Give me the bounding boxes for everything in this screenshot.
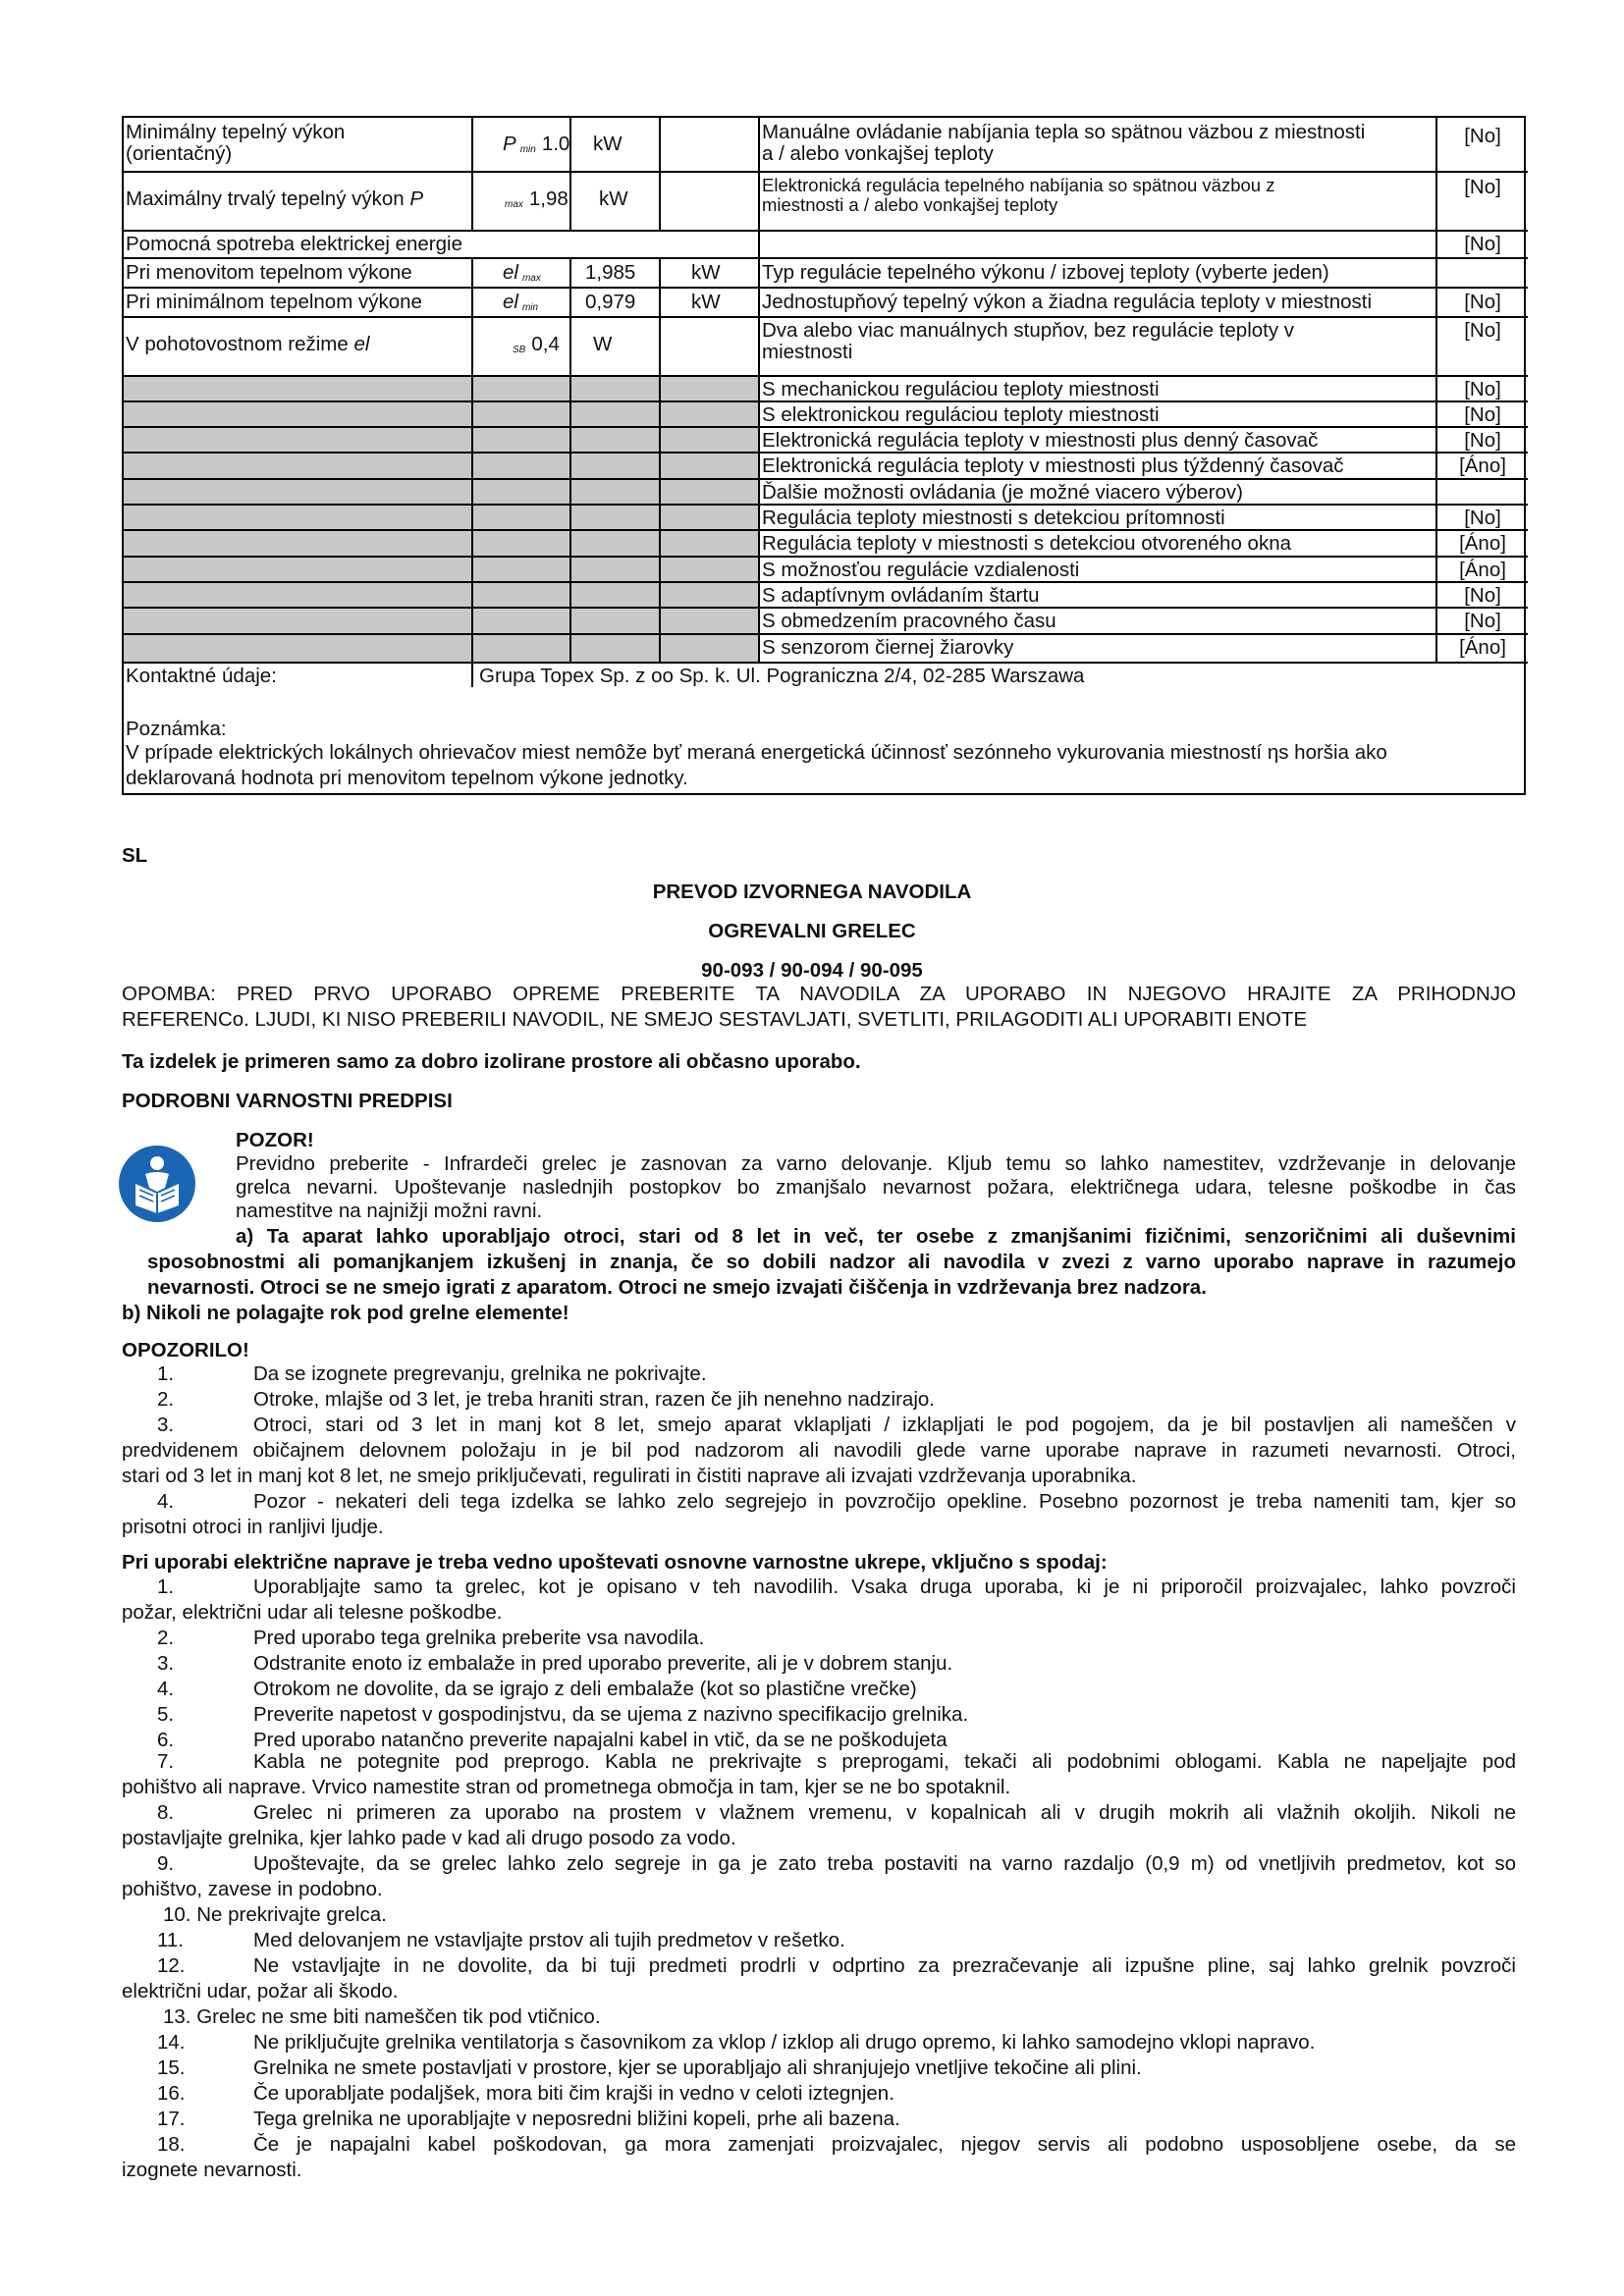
item-number: 6.	[157, 1729, 175, 1751]
pozor-text: Previdno preberite - Infrardeči grelec je zasnovan za varno delovanje. Kljub temu so lahko namestitev, vzdrževanje in delovanje	[236, 1152, 1516, 1175]
item-text: pohištvo ali naprave. Vrvico namestite stran od prometnega območja in tam, kjer se ne bo spotaknil.	[122, 1776, 1011, 1798]
item-number: 1.	[157, 1575, 175, 1598]
basic-precautions-heading: Pri uporabi električne naprave je treba vedno upoštevati osnovne varnostne ukrepe, vključno s spodaj:	[122, 1551, 1108, 1574]
option-value: [No]	[1464, 378, 1501, 400]
item-number: 4.	[157, 1678, 175, 1700]
model-numbers: 90-093 / 90-094 / 90-095	[701, 959, 923, 982]
value-el-max: 1,985	[585, 261, 636, 284]
item-text: Grelec ni primeren za uporabo na prostem v vlažnem vremenu, v kopalnicah ali v drugih mokrih ali vlažnih okoljih. Nikoli ne	[253, 1801, 1516, 1824]
item-text: Če uporabljate podaljšek, mora biti čim krajši in vedno v celoti iztegnjen.	[253, 2082, 894, 2105]
warning-number: 1.	[157, 1362, 175, 1385]
value-el-sb: SB 0,4	[513, 333, 560, 355]
label-min-output: Pri minimálnom tepelnom výkone	[126, 291, 422, 313]
item-number: 15.	[157, 2056, 186, 2079]
item-text: izognete nevarnosti.	[122, 2159, 302, 2181]
unit-p-max: kW	[599, 187, 628, 210]
b-paragraph: b) Nikoli ne polagajte rok pod grelne elemente!	[122, 1302, 569, 1324]
warning-text: Pozor - nekateri deli tega izdelka se lahko zelo segrejejo in povzročijo opekline. Posebno pozornost je treba nameniti tam, kjer so	[253, 1490, 1516, 1513]
option-label: S mechanickou reguláciou teploty miestnosti	[762, 378, 1160, 400]
symbol-p-min: Pmin 1.0	[503, 133, 570, 155]
unit-el-max: kW	[691, 261, 721, 284]
option-value: [No]	[1464, 584, 1501, 607]
option-value: [Áno]	[1459, 454, 1506, 477]
option-label: S elektronickou reguláciou teploty miestnosti	[762, 403, 1160, 426]
item-number: 9.	[157, 1852, 175, 1875]
item-text: Preverite napetost v gospodinjstvu, da se ujema z nazivno specifikacijo grelnika.	[253, 1703, 969, 1726]
item-text: Grelnika ne smete postavljati v prostore, kjer se uporabljajo ali shranjujejo vnetljive tekočine ali plini.	[253, 2056, 1142, 2079]
warning-number: 2.	[157, 1388, 175, 1411]
option-value: [Áno]	[1459, 559, 1506, 581]
option-label: S adaptívnym ovládaním štartu	[762, 584, 1040, 607]
right-electronic-charge: Elektronická regulácia tepelného nabíjania so spätnou väzbou z miestnosti a / alebo vonkajšej teploty	[762, 175, 1275, 215]
item-number: 16.	[157, 2082, 186, 2105]
option-value: [No]	[1464, 610, 1501, 632]
value-electronic-charge: [No]	[1464, 176, 1501, 198]
note-text: deklarovaná hodnota pri menovitom tepelnom výkone jednotky.	[126, 767, 688, 789]
read-manual-icon	[118, 1145, 196, 1223]
note-text: V prípade elektrických lokálnych ohrievačov miest nemôže byť meraná energetická účinnosť sezónneho vykurovania miestností ηs horšia ako	[126, 741, 1387, 764]
pozor-heading: POZOR!	[236, 1129, 314, 1151]
spec-table	[122, 116, 1526, 795]
pozor-text: grelca nevarni. Upoštevanje naslednjih postopkov bo zmanjšalo nevarnost požara, električnega udara, telesne poškodbe in čas	[236, 1176, 1516, 1199]
item-number: 3.	[157, 1652, 175, 1675]
warning-text: stari od 3 let in manj kot 8 let, ne smejo priključevati, regulirati in čistiti naprave ali izvajati vzdrževanja uporabnika.	[122, 1465, 1137, 1487]
option-label: Elektronická regulácia teploty v miestnosti plus denný časovač	[762, 429, 1319, 452]
value-manual-stages: [No]	[1464, 319, 1501, 342]
item-text: pohištvo, zavese in podobno.	[122, 1878, 383, 1900]
item-text: Pred uporabo natančno preverite napajalni kabel in vtič, da se ne poškodujeta	[253, 1729, 947, 1751]
item-text: 13. Grelec ne sme biti nameščen tik pod vtičnico.	[163, 2005, 601, 2028]
item-text: Ne priključujte grelnika ventilatorja s časovnikom za vklop / izklop ali drugo opremo, ki lahko samodejno vklopi napravo.	[253, 2031, 1316, 2054]
warning-text: prisotni otroci in ranljivi ljudje.	[122, 1516, 384, 1538]
option-label: Regulácia teploty miestnosti s detekciou prítomnosti	[762, 507, 1225, 529]
label-max-heat-output: Maximálny trvalý tepelný výkon P	[126, 187, 424, 210]
item-text: postavljajte grelnika, kjer lahko pade v kad ali drugo posodo za vodo.	[122, 1827, 736, 1849]
item-text: električni udar, požar ali škodo.	[122, 1980, 399, 2002]
value-single-stage: [No]	[1464, 291, 1501, 313]
item-text: Uporabljajte samo ta grelec, kot je opisano v teh navodilih. Vsaka druga uporaba, ki je ni priporočil proizvajalec, lahko povzroči	[253, 1575, 1516, 1598]
item-number: 11.	[157, 1929, 184, 1951]
warning-text: Otroci, stari od 3 let in manj kot 8 let, smejo aparat vklapljati / izklapljati le pod pogojem, da je bil postavljen ali nameščen v	[253, 1414, 1516, 1436]
option-value: [Áno]	[1459, 532, 1506, 555]
item-number: 5.	[157, 1703, 175, 1726]
label-nominal-output: Pri menovitom tepelnom výkone	[126, 261, 412, 284]
option-value: [Áno]	[1459, 636, 1506, 659]
option-label: Ďalšie možnosti ovládania (je možné viacero výberov)	[762, 481, 1243, 504]
a-paragraph: a) Ta aparat lahko uporabljajo otroci, stari od 8 let in več, ter osebe z zmanjšanimi fizičnimi, senzoričnimi ali duševnimi	[236, 1225, 1516, 1248]
item-text: Kabla ne potegnite pod preprogo. Kabla ne prekrivajte s preprogami, tekači ali podobnimi oblogami. Kabla ne napeljajte pod	[253, 1750, 1516, 1773]
doc-title: PREVOD IZVORNEGA NAVODILA	[652, 881, 972, 903]
label-min-heat-output: Minimálny tepelný výkon (orientačný)	[126, 121, 346, 165]
item-text: Pred uporabo tega grelnika preberite vsa navodila.	[253, 1627, 705, 1649]
option-label: Elektronická regulácia teploty v miestnosti plus týždenný časovač	[762, 454, 1344, 477]
right-manual-stages: Dva alebo viac manuálnych stupňov, bez regulácie teploty v miestnosti	[762, 319, 1295, 363]
note-label: Poznámka:	[126, 718, 227, 740]
right-control-type: Typ regulácie tepelného výkonu / izbovej teploty (vyberte jeden)	[762, 261, 1329, 284]
option-label: S obmedzením pracovného času	[762, 610, 1056, 632]
safety-heading: PODROBNI VARNOSTNI PREDPISI	[122, 1090, 453, 1112]
item-text: požar, električni udar ali telesne poškodbe.	[122, 1601, 503, 1624]
a-paragraph: nevarnosti. Otroci se ne smejo igrati z aparatom. Otroci ne smejo izvajati čiščenja in vzdrževanja brez nadzora.	[147, 1276, 1207, 1299]
value-manual-charge: [No]	[1464, 125, 1501, 147]
symbol-el-min: el min	[503, 291, 539, 313]
option-label: S možnosťou regulácie vzdialenosti	[762, 559, 1080, 581]
warning-text: Da se izognete pregrevanju, grelnika ne pokrivajte.	[253, 1362, 707, 1385]
item-number: 8.	[157, 1801, 175, 1824]
item-text: Če je napajalni kabel poškodovan, ga mora zamenjati proizvajalec, njegov servis ali podobno usposobljene osebe, da se	[253, 2133, 1516, 2156]
opozorilo-heading: OPOZORILO!	[122, 1339, 249, 1362]
aux-consumption-value: [No]	[1464, 233, 1501, 255]
opomba-line: REFERENCo. LJUDI, KI NISO PREBERILI NAVODIL, NE SMEJO SESTAVLJATI, SVETLITI, PRILAGODITI ALI UPORABITI ENOTE	[122, 1008, 1308, 1031]
contact-value: Grupa Topex Sp. z oo Sp. k. Ul. Pograniczna 2/4, 02-285 Warszawa	[479, 665, 1085, 687]
warning-text: predvidenem običajnem delovnem položaju in je bil pod nadzorom ali navodili glede varne uporabe naprave in razumeti nevarnosti. Otroci,	[122, 1439, 1516, 1462]
option-value: [No]	[1464, 403, 1501, 426]
unit-el-sb: W	[593, 333, 613, 355]
label-standby: V pohotovostnom režime el	[126, 333, 370, 355]
item-text: 10. Ne prekrivajte grelca.	[163, 1903, 387, 1926]
product-name: OGREVALNI GRELEC	[708, 920, 916, 942]
item-number: 12.	[157, 1954, 186, 1977]
opomba-line: OPOMBA: PRED PRVO UPORABO OPREME PREBERITE TA NAVODILA ZA UPORABO IN NJEGOVO HRAJITE ZA PRIHODNJO	[122, 983, 1516, 1005]
item-number: 2.	[157, 1627, 175, 1649]
a-paragraph: sposobnostmi ali pomanjkanjem izkušenj in znanja, če so dobili nadzor ali navodila v zvezi z varno uporabo naprave in razumejo	[147, 1251, 1516, 1273]
aux-consumption-heading: Pomocná spotreba elektrickej energie	[126, 233, 462, 255]
warning-number: 4.	[157, 1490, 175, 1513]
option-value: [No]	[1464, 429, 1501, 452]
contact-label: Kontaktné údaje:	[126, 665, 277, 687]
item-text: Otrokom ne dovolite, da se igrajo z deli embalaže (kot so plastične vrečke)	[253, 1678, 917, 1700]
option-label: S senzorom čiernej žiarovky	[762, 636, 1014, 659]
right-manual-charge: Manuálne ovládanie nabíjania tepla so spätnou väzbou z miestnosti a / alebo vonkajšej teploty	[762, 121, 1366, 165]
warning-number: 3.	[157, 1414, 175, 1436]
item-number: 17.	[157, 2108, 186, 2130]
item-text: Upoštevajte, da se grelec lahko zelo segreje in ga je zato treba postaviti na varno razdaljo (0,9 m) od vnetljivih predmetov, kot so	[253, 1852, 1516, 1875]
item-number: 18.	[157, 2133, 186, 2156]
item-text: Tega grelnika ne uporabljajte v neposredni bližini kopeli, prhe ali bazena.	[253, 2108, 900, 2130]
option-label: Regulácia teploty v miestnosti s detekciou otvoreného okna	[762, 532, 1292, 555]
option-value: [No]	[1464, 507, 1501, 529]
right-single-stage: Jednostupňový tepelný výkon a žiadna regulácia teploty v miestnosti	[762, 291, 1373, 313]
item-text: Med delovanjem ne vstavljajte prstov ali tujih predmetov v rešetko.	[253, 1929, 845, 1951]
item-number: 7.	[157, 1750, 175, 1773]
item-text: Odstranite enoto iz embalaže in pred uporabo preverite, ali je v dobrem stanju.	[253, 1652, 953, 1675]
pozor-text: namestitve na najnižji možni ravni.	[236, 1200, 543, 1222]
unit-p-min: kW	[593, 133, 623, 155]
unit-el-min: kW	[691, 291, 721, 313]
symbol-el-max: el max	[503, 261, 541, 284]
shaded-cells	[124, 375, 758, 662]
warning-text: Otroke, mlajše od 3 let, je treba hraniti stran, razen če jih nenehno nadzirajo.	[253, 1388, 935, 1411]
item-number: 14.	[157, 2031, 186, 2054]
suitability-note: Ta izdelek je primeren samo za dobro izolirane prostore ali občasno uporabo.	[122, 1050, 861, 1073]
language-code: SL	[122, 844, 148, 867]
item-text: Ne vstavljajte in ne dovolite, da bi tuji predmeti prodrli v odprtino za prezračevanje ali izpušne pline, saj lahko grelnik povzroči	[253, 1954, 1516, 1977]
value-p-max: max 1,98	[505, 187, 568, 210]
value-el-min: 0,979	[585, 291, 636, 313]
